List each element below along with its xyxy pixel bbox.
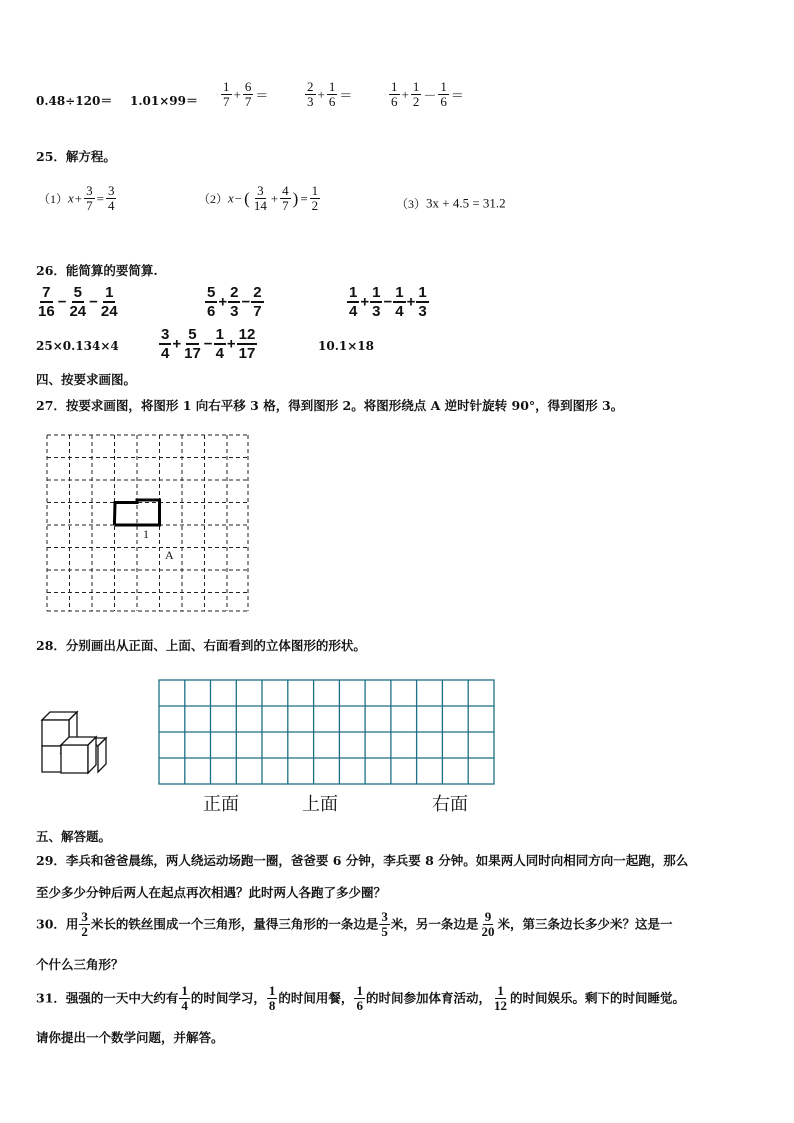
fraction: $\frac{5}{6}$	[207, 284, 216, 320]
fraction: $\frac{1}{4}$	[349, 284, 358, 320]
fraction: $\frac{1}{8}$	[268, 983, 276, 1013]
fraction: $\frac{1}{12}$	[493, 983, 507, 1013]
fraction: $\frac{3}{7}$	[86, 183, 93, 213]
calc-row	[36, 90, 112, 109]
simplify-4: 25×0.134×4	[36, 339, 119, 353]
fraction: $\frac{1}{24}$	[100, 284, 118, 320]
fraction: $\frac{6}{7}$	[244, 79, 252, 109]
fraction: $\frac{1}{4}$	[395, 284, 404, 320]
label-right: 右面	[432, 794, 468, 815]
fraction: $\frac{2}{3}$	[230, 284, 239, 320]
fraction: $\frac{1}{2}$	[311, 183, 319, 213]
simplify-5: $\frac{3}{4}$ + $\frac{5}{17}$ − $\frac{1}{4}$ + $\frac{12}{17}$	[161, 326, 256, 362]
fraction: $\frac{5}{17}$	[184, 326, 201, 362]
q28-text: 28．分别画出从正面、上面、右面看到的立体图形的形状。	[36, 638, 366, 653]
fraction: $\frac{1}{6}$	[328, 79, 336, 109]
fraction: $\frac{3}{14}$	[253, 183, 267, 213]
fraction: $\frac{3}{5}$	[381, 909, 388, 939]
fraction: $\frac{3}{4}$	[107, 183, 115, 213]
equation-3: （3）3x + 4.5 = 31.2	[396, 195, 506, 211]
q29-line-2: 至少多少分钟后两人在起点再次相遇？此时两人各跑了多少圈？	[36, 885, 387, 900]
label-front: 正面	[203, 794, 239, 815]
expr-2-wrap	[130, 90, 198, 109]
q26-title: 26．能简算的要简算.	[36, 263, 158, 278]
simplify-3: $\frac{1}{4}$ + $\frac{1}{3}$ − $\frac{1}{4}$ + $\frac{1}{3}$	[349, 284, 427, 320]
point-a-label: A	[165, 548, 174, 562]
answer-grid	[158, 679, 496, 787]
q30-line-2: 个什么三角形？	[36, 957, 124, 972]
equation-1: （1）x+ $\frac{3}{7}$ = $\frac{3}{4}$	[38, 183, 115, 213]
fraction: $\frac{1}{2}$	[412, 79, 420, 109]
fraction: $\frac{7}{16}$	[38, 284, 55, 320]
expr-4: $\frac{2}{3}$ + $\frac{1}{6}$ ＝	[307, 79, 353, 109]
q31-line-1: 31．强强的一天中大约有 $\frac{1}{4}$ 的时间学习， $\frac{1}{8}$ 的时间用餐， $\frac{1}{6}$ 的时间参加体育活动， $\frac{1}{12}$ 的时间娱乐。剩下的时间睡觉。	[36, 983, 685, 1013]
expr-5: $\frac{1}{6}$ + $\frac{1}{2}$ － $\frac{1}{6}$ ＝	[391, 79, 464, 109]
cube-solid-figure	[38, 708, 110, 778]
fraction: $\frac{1}{4}$	[215, 326, 224, 362]
simplify-6: 10.1×18	[318, 339, 374, 353]
fraction: $\frac{1}{7}$	[223, 79, 230, 109]
fraction: $\frac{1}{6}$	[391, 79, 398, 109]
section-4-heading: 四、按要求画图。	[36, 372, 137, 387]
simplify-1: $\frac{7}{16}$ − $\frac{5}{24}$ − $\frac{1}{24}$	[38, 284, 118, 320]
section-5-heading: 五、解答题。	[36, 829, 112, 844]
q31-line-2: 请你提出一个数学问题，并解答。	[36, 1030, 224, 1045]
fraction: $\frac{1}{3}$	[372, 284, 381, 320]
equation-2: （2）x− ( $\frac{3}{14}$ + $\frac{4}{7}$ ) = $\frac{1}{2}$	[198, 183, 319, 213]
fraction: $\frac{12}{17}$	[238, 326, 256, 362]
dashed-grid	[44, 432, 250, 614]
figure-1-shape	[115, 502, 138, 525]
q25-title: 25．解方程。	[36, 149, 116, 164]
fraction: $\frac{1}{4}$	[181, 983, 188, 1013]
expr-1: 0.48÷120＝	[36, 94, 113, 108]
figure-1-label: 1	[143, 527, 149, 541]
q27-text: 27．按要求画图，将图形 1 向右平移 3 格，得到图形 2。将图形绕点 A 逆时针旋转 90°，得到图形 3。	[36, 398, 624, 413]
fraction: $\frac{1}{6}$	[356, 983, 363, 1013]
fraction: $\frac{5}{24}$	[69, 284, 87, 320]
fraction: $\frac{1}{6}$	[440, 79, 447, 109]
expr-2: 1.01×99＝	[130, 94, 198, 108]
fraction: $\frac{3}{4}$	[161, 326, 170, 362]
fraction: $\frac{1}{3}$	[418, 284, 427, 320]
fraction: $\frac{2}{3}$	[307, 79, 314, 109]
q30-line-1: 30．用 $\frac{3}{2}$ 米长的铁丝围成一个三角形，量得三角形的一条边是 $\frac{3}{5}$ 米，另一条边是 $\frac{9}{20}$ 米，第三条边长多少米？这是一	[36, 909, 673, 939]
simplify-2: $\frac{5}{6}$ + $\frac{2}{3}$ − $\frac{2}{7}$	[207, 284, 262, 320]
fraction: $\frac{2}{7}$	[253, 284, 262, 320]
expr-3: $\frac{1}{7}$ + $\frac{6}{7}$ ＝	[223, 79, 269, 109]
fraction: $\frac{9}{20}$	[481, 909, 495, 939]
fraction: $\frac{3}{2}$	[81, 909, 88, 939]
label-top: 上面	[302, 794, 338, 815]
fraction: $\frac{4}{7}$	[282, 183, 289, 213]
q29-line-1: 29．李兵和爸爸晨练，两人绕运动场跑一圈，爸爸要 6 分钟，李兵要 8 分钟。如果两人同时向相同方向一起跑，那么	[36, 853, 689, 868]
